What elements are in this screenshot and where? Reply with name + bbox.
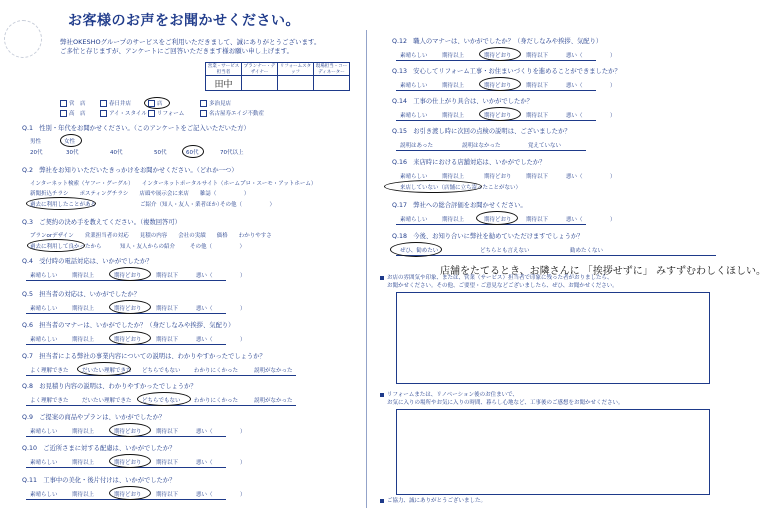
question-label: Q.8 お見積り内容の説明は、わかりやすかったでしょうか？ [22, 383, 197, 390]
option-rating[interactable]: 期待以上 [442, 174, 465, 180]
option-rating[interactable]: 期待以下 [156, 306, 179, 312]
option-rating[interactable]: 期待以上 [442, 53, 465, 59]
comment-2-box[interactable] [396, 409, 710, 495]
question-label: Q.18 今後、お知り合いに弊社を勧めていただけますでしょうか？ [392, 233, 584, 240]
option-rating[interactable]: 悪い（ ） [566, 113, 616, 119]
question-7 [22, 353, 266, 361]
option-rating[interactable]: 素晴らしい [400, 53, 428, 59]
intro-line-1: 弊社OKESHOグループのサービスをご利用いただきまして、誠にありがとうございます。 [60, 38, 321, 46]
store-label: 名古屋寿エイジ不動産 [209, 111, 265, 117]
column-divider [366, 30, 367, 508]
option-explained[interactable]: 説明はあった [400, 143, 433, 149]
square-bullet-icon [380, 499, 384, 503]
option-referral[interactable]: ご紹介（知人・友人・業者ほか） [140, 202, 223, 208]
question-6 [22, 322, 234, 330]
option-rating[interactable]: 期待以下 [526, 174, 549, 180]
option-dont-remember[interactable]: 覚えていない [528, 143, 562, 149]
question-label: Q.4 受付時の電話対応は、いかがでしたか？ [22, 258, 153, 265]
question-15 [392, 128, 571, 136]
question-label: Q.13 安心してリフォーム工事・お住まいづくりを進めることができましたか？ [392, 68, 621, 75]
question-1 [22, 125, 250, 133]
option-understanding[interactable]: よく理解できた [30, 368, 69, 374]
option-understanding[interactable]: だいたい理解できた [82, 368, 132, 374]
option-age[interactable]: 20代 [30, 150, 43, 156]
q7-circle [77, 362, 131, 376]
option-rating[interactable]: 期待どおり [484, 53, 512, 59]
store-label: 営 店 [69, 101, 86, 107]
option-understanding[interactable]: どちらでもない [142, 398, 181, 404]
handwritten-comment: 店舗をたてるとき、お隣さんに 「挨拶せずに」 みすずむわしくほしい。 [440, 266, 766, 277]
option-not-recommend[interactable]: 勧めたくない [570, 248, 604, 254]
store-checkbox[interactable] [200, 110, 207, 117]
comment-1-line-2: お聞かせください。その他、ご要望・ご意見などございましたら、ぜひ、お聞かせください。 [387, 283, 618, 289]
option-referral[interactable]: 知人・友人からの紹介 [120, 244, 176, 250]
question-label: Q.2 弊社をお知りいただいたきっかけをお聞かせください。（どれか一つ） [22, 167, 238, 174]
question-13 [392, 68, 621, 76]
question-label: Q.16 来店時における店舗対応は、いかがでしたか？ [392, 159, 546, 166]
option-rating[interactable]: 素晴らしい [400, 217, 428, 223]
option-age[interactable]: 70代以上 [220, 150, 244, 156]
option-rating[interactable]: 期待以下 [156, 429, 179, 435]
question-16 [392, 159, 546, 167]
answer-underline [396, 255, 716, 256]
option-rating[interactable]: 期待以上 [72, 273, 95, 279]
option-rating[interactable]: 期待以上 [72, 460, 95, 466]
q3-row-1[interactable]: プランorデザイン 営業担当者の対応 見積の内容 会社の実績 価格 わかりやすさ [30, 233, 272, 239]
staff-handwritten-name: 田中 [214, 79, 233, 90]
option-rating[interactable]: 悪い（ ） [566, 83, 616, 89]
option-rating[interactable]: 悪い（ ） [566, 53, 616, 59]
store-circle-mark [144, 97, 170, 109]
answer-underline [396, 150, 586, 151]
option-understanding[interactable]: 説明がなかった [254, 398, 293, 404]
square-bullet-icon [380, 276, 384, 280]
staff-header-site: 現場担当・コーディネーター [314, 63, 350, 76]
store-checkbox[interactable] [200, 100, 207, 107]
question-label: Q.12 職人のマナーは、いかがでしたか？（身だしなみや挨拶、気配り） [392, 38, 603, 45]
intro-text [60, 38, 360, 56]
option-age[interactable]: 30代 [66, 150, 79, 156]
option-rating[interactable]: 期待以上 [72, 429, 95, 435]
staff-header-reform: リフォームスタッフ [278, 63, 314, 76]
option-rating[interactable]: 期待どおり [484, 217, 512, 223]
option-other[interactable]: その他（ ） [190, 244, 246, 250]
question-label: Q.5 担当者の対応は、いかがでしたか？ [22, 291, 141, 298]
option-rating[interactable]: 期待以下 [156, 337, 179, 343]
question-4 [22, 258, 153, 266]
store-checkbox[interactable] [100, 110, 107, 117]
comment-1-line-1: お店の雰囲気や印象、または、営業（サービス）担当者で印象に残った者がおりましたら、 [387, 275, 613, 281]
question-label: Q.11 工事中の美化・後片付けは、いかがでしたか？ [22, 477, 176, 484]
question-label: Q.10 ご近所さまに対する配慮は、いかがでしたか？ [22, 445, 176, 452]
comment-1-box[interactable] [396, 292, 710, 384]
question-18 [392, 233, 583, 241]
question-3 [22, 219, 181, 227]
option-rating[interactable]: 期待以上 [72, 306, 95, 312]
store-label: アイ・スタイル [109, 111, 147, 117]
staff-table [205, 62, 350, 91]
option-female[interactable]: 女性 [64, 139, 76, 145]
option-rating[interactable]: 期待どおり [114, 337, 142, 343]
page-title: お客様のお声をお聞かせください。 [68, 13, 300, 29]
option-rating[interactable]: 素晴らしい [30, 492, 58, 498]
option-rating[interactable]: 素晴らしい [30, 273, 58, 279]
q2-row-2[interactable]: 新聞折込チラシ ポスティングチラシ 店頭や展示会に来店 雑誌（ ） [30, 191, 250, 197]
q18-circle [390, 242, 442, 257]
question-label: Q.3 ご契約の決め手を教えてください。（複数回答可） [22, 219, 181, 226]
option-rating[interactable]: 期待以上 [72, 337, 95, 343]
store-checkbox[interactable] [60, 110, 67, 117]
store-label: 多治見店 [209, 101, 232, 107]
q16-circle [384, 180, 482, 193]
option-rating[interactable]: 期待以下 [526, 113, 549, 119]
question-label: Q.14 工事の仕上がり具合は、いかがでしたか？ [392, 98, 533, 105]
option-rating[interactable]: 悪い（ ） [196, 337, 246, 343]
q10-circle [109, 454, 151, 468]
option-understanding[interactable]: よく理解できた [30, 398, 69, 404]
q17-circle [476, 211, 518, 225]
option-rating[interactable]: 素晴らしい [30, 306, 58, 312]
option-understanding[interactable]: わかりにくかった [194, 398, 239, 404]
option-age[interactable]: 40代 [110, 150, 123, 156]
option-rating[interactable]: 素晴らしい [30, 429, 58, 435]
q12-circle [479, 47, 521, 61]
option-rating[interactable]: 素晴らしい [400, 113, 428, 119]
question-17 [392, 202, 527, 210]
option-recommend[interactable]: ぜひ、勧めたい [400, 248, 439, 254]
staff-header-sales: 営業・サービス担当者 [206, 63, 242, 76]
question-12 [392, 38, 602, 46]
q8-circle [137, 392, 191, 406]
q6-circle [109, 331, 151, 345]
q13-circle [479, 77, 521, 91]
q11-circle [109, 486, 151, 500]
option-rating[interactable]: 期待以下 [156, 273, 179, 279]
option-rating[interactable]: 期待以下 [526, 83, 549, 89]
answer-underline [26, 375, 296, 376]
comment-2-prompt [380, 391, 624, 407]
q5-circle [109, 300, 151, 314]
option-age[interactable]: 60代 [186, 150, 199, 156]
option-rating[interactable]: 期待以下 [526, 217, 549, 223]
question-label: Q.17 弊社への総合評価をお聞かせください。 [392, 202, 527, 209]
option-rating[interactable]: 期待どおり [114, 460, 142, 466]
comment-1-prompt [380, 274, 618, 290]
option-rating[interactable]: 期待以上 [72, 492, 95, 498]
question-label: Q.15 お引き渡し時に次回の点検の説明は、ございましたか？ [392, 128, 571, 135]
option-understanding[interactable]: わかりにくかった [194, 368, 239, 374]
option-understanding[interactable]: どちらでもない [142, 368, 181, 374]
staff-name-cell[interactable] [242, 76, 278, 91]
question-8 [22, 383, 197, 391]
staff-name-cell[interactable] [278, 76, 314, 91]
staff-name-cell[interactable] [206, 76, 242, 91]
comment-2-line-2: お気に入りの場所やお気に入りの時間、暮らし心地など、工事後のご感想をお聞かせください。 [387, 400, 624, 406]
q9-circle [109, 423, 151, 437]
option-rating[interactable]: 悪い（ ） [566, 174, 616, 180]
option-male[interactable]: 男性 [30, 139, 42, 145]
option-neutral[interactable]: どちらとも言えない [480, 248, 530, 254]
option-rating[interactable]: 期待どおり [114, 492, 142, 498]
option-rating[interactable]: 悪い（ ） [196, 273, 246, 279]
option-rating[interactable]: 期待どおり [484, 83, 512, 89]
option-rating[interactable]: 期待どおり [484, 174, 512, 180]
comment-2-line-1: リフォームまたは、リノベーション後のお住まいで、 [387, 392, 518, 398]
option-rating[interactable]: 期待どおり [484, 113, 512, 119]
option-rating[interactable]: 素晴らしい [400, 174, 428, 180]
option-rating[interactable]: 期待以下 [526, 53, 549, 59]
question-label: Q.7 担当者による弊社の事業内容についての説明は、わかりやすかったでしょうか？ [22, 353, 266, 360]
option-rating[interactable]: 悪い（ ） [196, 429, 246, 435]
store-label: 春日井店 [109, 101, 132, 107]
option-rating[interactable]: 期待以上 [442, 217, 465, 223]
option-rating[interactable]: 悪い（ ） [196, 460, 246, 466]
option-other[interactable]: その他（ ） [220, 202, 276, 208]
option-not-explained[interactable]: 説明はなかった [462, 143, 501, 149]
q2-circle [26, 197, 96, 210]
question-9 [22, 414, 165, 422]
question-10 [22, 445, 176, 453]
q2-row-1[interactable]: インターネット検索（ヤフー・グーグル） インターネットポータルサイト（ホームプロ・スーモ・アットホーム） [30, 181, 317, 187]
option-rating[interactable]: 期待どおり [114, 306, 142, 312]
option-understanding[interactable]: だいたい理解できた [82, 398, 132, 404]
hole-punch-mark [4, 20, 42, 58]
q3-circle [27, 239, 85, 252]
q16-extra[interactable]: 来店していない（店舗に立ち寄ったことがない） [400, 185, 522, 191]
option-rating[interactable]: 悪い（ ） [196, 492, 246, 498]
intro-line-2: ご多忙と存じますが、アンケートにご回答いただきます様お願い申し上げます。 [60, 47, 294, 55]
option-rating[interactable]: 期待以下 [156, 460, 179, 466]
option-age[interactable]: 50代 [154, 150, 167, 156]
q1-age-circle [182, 145, 204, 158]
q1-gender-circle [60, 134, 82, 147]
q14-circle [479, 107, 521, 121]
store-checkbox[interactable] [100, 100, 107, 107]
option-rating[interactable]: 期待どおり [114, 273, 142, 279]
store-checkbox[interactable] [60, 100, 67, 107]
question-5 [22, 291, 140, 299]
option-past-use[interactable]: 過去に利用したことがある [30, 202, 97, 208]
option-rating[interactable]: 素晴らしい [30, 460, 58, 466]
option-rating[interactable]: 素晴らしい [400, 83, 428, 89]
question-14 [392, 98, 533, 106]
thanks-text: ご協力、誠にありがとうございました。 [387, 498, 487, 504]
q4-circle [109, 267, 151, 281]
question-2 [22, 167, 238, 175]
option-rating[interactable]: 期待以上 [442, 113, 465, 119]
option-rating[interactable]: 期待どおり [114, 429, 142, 435]
staff-header-planner: プランナー・デザイナー [242, 63, 278, 76]
store-label: リフォーム [157, 111, 185, 117]
option-rating[interactable]: 期待以下 [156, 492, 179, 498]
square-bullet-icon [380, 393, 384, 397]
question-label: Q.1 性別・年代をお聞かせください。（このアンケートをご記入いただいた方） [22, 125, 250, 132]
store-label: 店 [157, 101, 163, 107]
option-rating[interactable]: 素晴らしい [30, 337, 58, 343]
option-rating[interactable]: 悪い（ ） [196, 306, 246, 312]
question-label: Q.6 担当者のマナーは、いかがでしたか？（身だしなみや挨拶、気配り） [22, 322, 235, 329]
question-label: Q.9 ご提案の商品やプランは、いかがでしたか？ [22, 414, 166, 421]
question-11 [22, 477, 176, 485]
thanks-line [380, 497, 486, 505]
option-rating[interactable]: 悪い（ ） [566, 217, 616, 223]
store-checkbox[interactable] [148, 110, 155, 117]
option-rating[interactable]: 期待以上 [442, 83, 465, 89]
store-label: 高 店 [69, 111, 86, 117]
staff-name-cell[interactable] [314, 76, 350, 91]
option-past-good[interactable]: 過去に利用して良かったから [30, 244, 102, 250]
option-understanding[interactable]: 説明がなかった [254, 368, 293, 374]
